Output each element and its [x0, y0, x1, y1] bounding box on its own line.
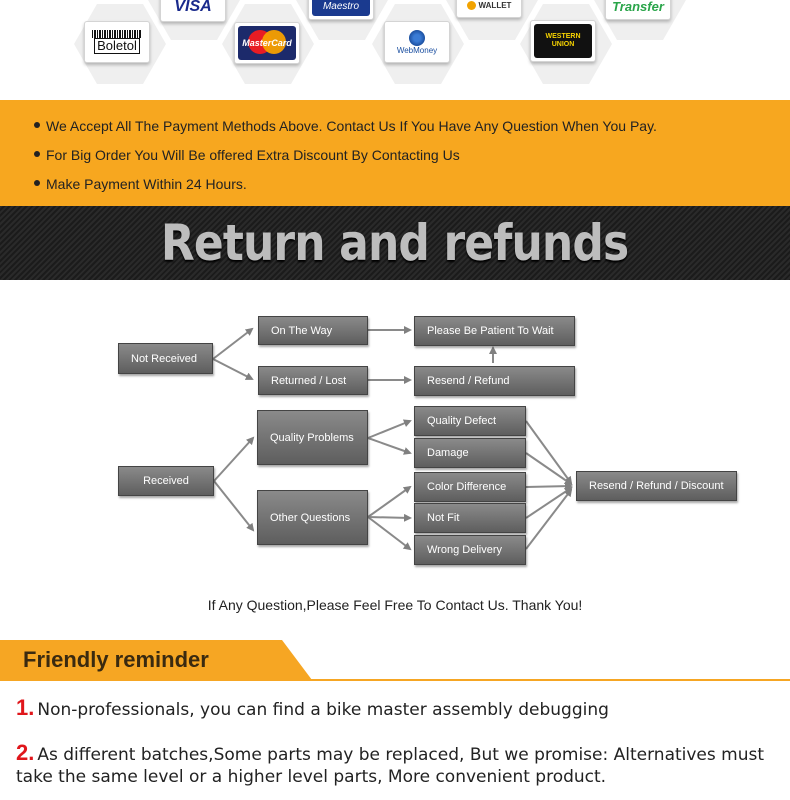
- reminder-text: Non-professionals, you can find a bike master assembly debugging: [37, 700, 609, 720]
- payment-logos-band: [0, 0, 790, 100]
- arrow-connector: [368, 421, 410, 438]
- webmoney-logo-text: WebMoney: [396, 45, 438, 55]
- mastercard-logo: [234, 22, 300, 64]
- node-color-difference: Color Difference: [414, 472, 526, 502]
- arrow-connector: [214, 481, 253, 530]
- globe-icon: [409, 30, 425, 46]
- wallet-logo: [456, 0, 522, 18]
- barcode-icon: [92, 30, 142, 38]
- arrow-connector: [368, 487, 410, 517]
- node-not-received: Not Received: [118, 343, 213, 374]
- arrow-connector: [214, 438, 253, 481]
- arrow-connector: [526, 488, 571, 518]
- node-other-questions: Other Questions: [257, 490, 368, 545]
- node-damage: Damage: [414, 438, 526, 468]
- arrow-connector: [526, 453, 571, 484]
- node-resend-refund-discount: Resend / Refund / Discount: [576, 471, 737, 501]
- wallet-icon: [467, 1, 476, 10]
- visa-logo-text: VISA: [174, 0, 212, 15]
- wallet-logo-text: WALLET: [478, 1, 512, 10]
- arrow-connector: [213, 359, 252, 379]
- maestro-logo-text: Maestro: [322, 1, 360, 12]
- boletol-logo: [84, 21, 150, 63]
- visa-logo: [160, 0, 226, 22]
- contact-note: If Any Question,Please Feel Free To Contact Us. Thank You!: [207, 597, 583, 613]
- arrow-connector: [526, 490, 571, 549]
- node-returned-lost: Returned / Lost: [258, 366, 368, 395]
- transfer-logo-text: Transfer: [612, 0, 664, 14]
- node-resend-refund: Resend / Refund: [414, 366, 575, 396]
- node-wrong-delivery: Wrong Delivery: [414, 535, 526, 565]
- reminder-number: 2.: [16, 740, 35, 765]
- return-flowchart: [0, 280, 790, 640]
- reminder-header: [0, 640, 790, 682]
- node-quality-problems: Quality Problems: [257, 410, 368, 465]
- reminder-text: As different batches,Some parts may be replaced, But we promise: Alternatives must take the same level or a higher level parts, More convenient product.: [16, 745, 765, 787]
- arrow-connector: [368, 517, 410, 549]
- notice-line: [34, 147, 460, 163]
- banner-title: Return and refunds: [161, 214, 629, 272]
- arrow-connector: [213, 329, 252, 359]
- arrow-connector: [526, 421, 571, 483]
- arrow-connector: [368, 517, 410, 518]
- reminder-underline: [0, 679, 790, 681]
- node-received: Received: [118, 466, 214, 496]
- reminder-title: Friendly reminder: [23, 647, 209, 672]
- notice-text: We Accept All The Payment Methods Above. Contact Us If You Have Any Question When You Pay.: [46, 118, 657, 134]
- webmoney-logo: [384, 21, 450, 63]
- maestro-logo: [308, 0, 374, 20]
- transfer-logo: [605, 0, 671, 20]
- notice-text: For Big Order You Will Be offered Extra Discount By Contacting Us: [46, 147, 460, 163]
- arrow-connector: [368, 438, 410, 453]
- bullet-icon: [34, 151, 40, 157]
- western-union-logo-text: WESTERN UNION: [545, 33, 581, 48]
- arrow-connector: [526, 486, 571, 487]
- mastercard-logo-text: MasterCard: [242, 38, 292, 48]
- western-union-logo: [530, 20, 596, 62]
- notice-line: [34, 176, 247, 192]
- notice-line: [34, 118, 657, 134]
- boletol-logo-text: Boletol: [94, 38, 140, 54]
- node-not-fit: Not Fit: [414, 503, 526, 533]
- bullet-icon: [34, 180, 40, 186]
- reminder-item: [16, 742, 776, 788]
- node-quality-defect: Quality Defect: [414, 406, 526, 436]
- node-on-the-way: On The Way: [258, 316, 368, 345]
- payment-notice: [0, 100, 790, 206]
- reminder-item: [16, 697, 776, 721]
- reminder-number: 1.: [16, 695, 35, 720]
- node-be-patient: Please Be Patient To Wait: [414, 316, 575, 346]
- section-banner: [0, 206, 790, 280]
- notice-text: Make Payment Within 24 Hours.: [46, 176, 247, 192]
- bullet-icon: [34, 122, 40, 128]
- flow-connectors: [0, 280, 790, 640]
